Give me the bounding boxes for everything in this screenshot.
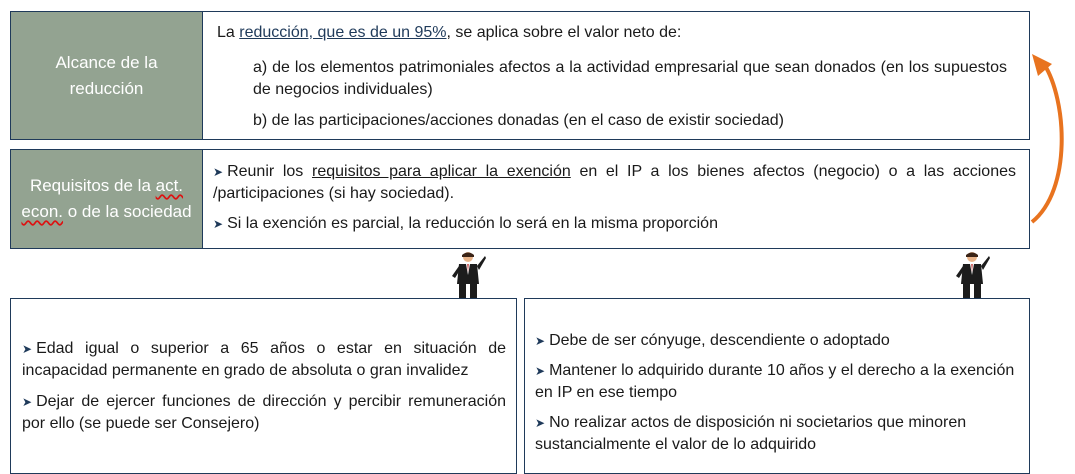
businessman-icon — [448, 250, 488, 300]
requirements-label — [10, 149, 203, 249]
businessman-icon — [952, 250, 992, 300]
recipient-requirements-content — [535, 330, 1019, 456]
recipient-bullet-3: ➤ No realizar actos de disposición ni societarios que minoren sustancialmente el valor de lo adquirido — [535, 414, 967, 453]
arrow-bullet-icon: ➤ — [213, 165, 224, 179]
donor-bullet-2: ➤ Dejar de ejercer funciones de dirección y percibir remuneración por ello (se puede ser Consejero) — [22, 393, 506, 432]
arrow-bullet-icon: ➤ — [535, 364, 546, 378]
exemption-link[interactable]: requisitos para aplicar la exención — [311, 163, 571, 180]
scope-label-text: Alcance de la reducción — [55, 52, 158, 98]
arrow-bullet-icon: ➤ — [22, 395, 33, 409]
scope-intro: La reducción, que es de un 95%, se aplica sobre el valor neto de: — [217, 24, 682, 41]
requirements-content — [213, 161, 1016, 235]
scope-content — [217, 22, 1007, 132]
arrow-bullet-icon: ➤ — [535, 416, 546, 430]
reduction-link[interactable]: reducción, que es de un 95% — [239, 24, 447, 41]
donor-requirements-content — [22, 338, 506, 435]
donor-bullet-1: ➤ Edad igual o superior a 65 años o estar en situación de incapacidad permanente en grado de absoluta o gran invalidez — [22, 340, 506, 379]
scope-item-b: b) de las participaciones/acciones donadas (en el caso de existir sociedad) — [253, 112, 784, 129]
requirements-bullet-1: ➤ Reunir los requisitos para aplicar la exención en el IP a los bienes afectos (negocio) o a las acciones /participaciones (si hay sociedad). — [213, 163, 1017, 202]
arrow-bullet-icon: ➤ — [22, 342, 33, 356]
arrow-bullet-icon: ➤ — [535, 334, 546, 348]
scope-label — [10, 11, 203, 140]
scope-item-a: a) de los elementos patrimoniales afectos a la actividad empresarial que sean donados (en los supuestos de negocios individuales) — [253, 59, 1007, 98]
recipient-bullet-1: ➤ Debe de ser cónyuge, descendiente o adoptado — [535, 332, 890, 349]
arrow-bullet-icon: ➤ — [213, 217, 224, 231]
requirements-bullet-2: ➤ Si la exención es parcial, la reducción lo será en la misma proporción — [213, 215, 718, 232]
requirements-label-text: Requisitos de la act. econ. o de la sociedad — [21, 176, 192, 221]
curved-arrow-icon — [1022, 50, 1072, 230]
recipient-bullet-2: ➤ Mantener lo adquirido durante 10 años y el derecho a la exención en IP en ese tiempo — [535, 362, 1015, 401]
